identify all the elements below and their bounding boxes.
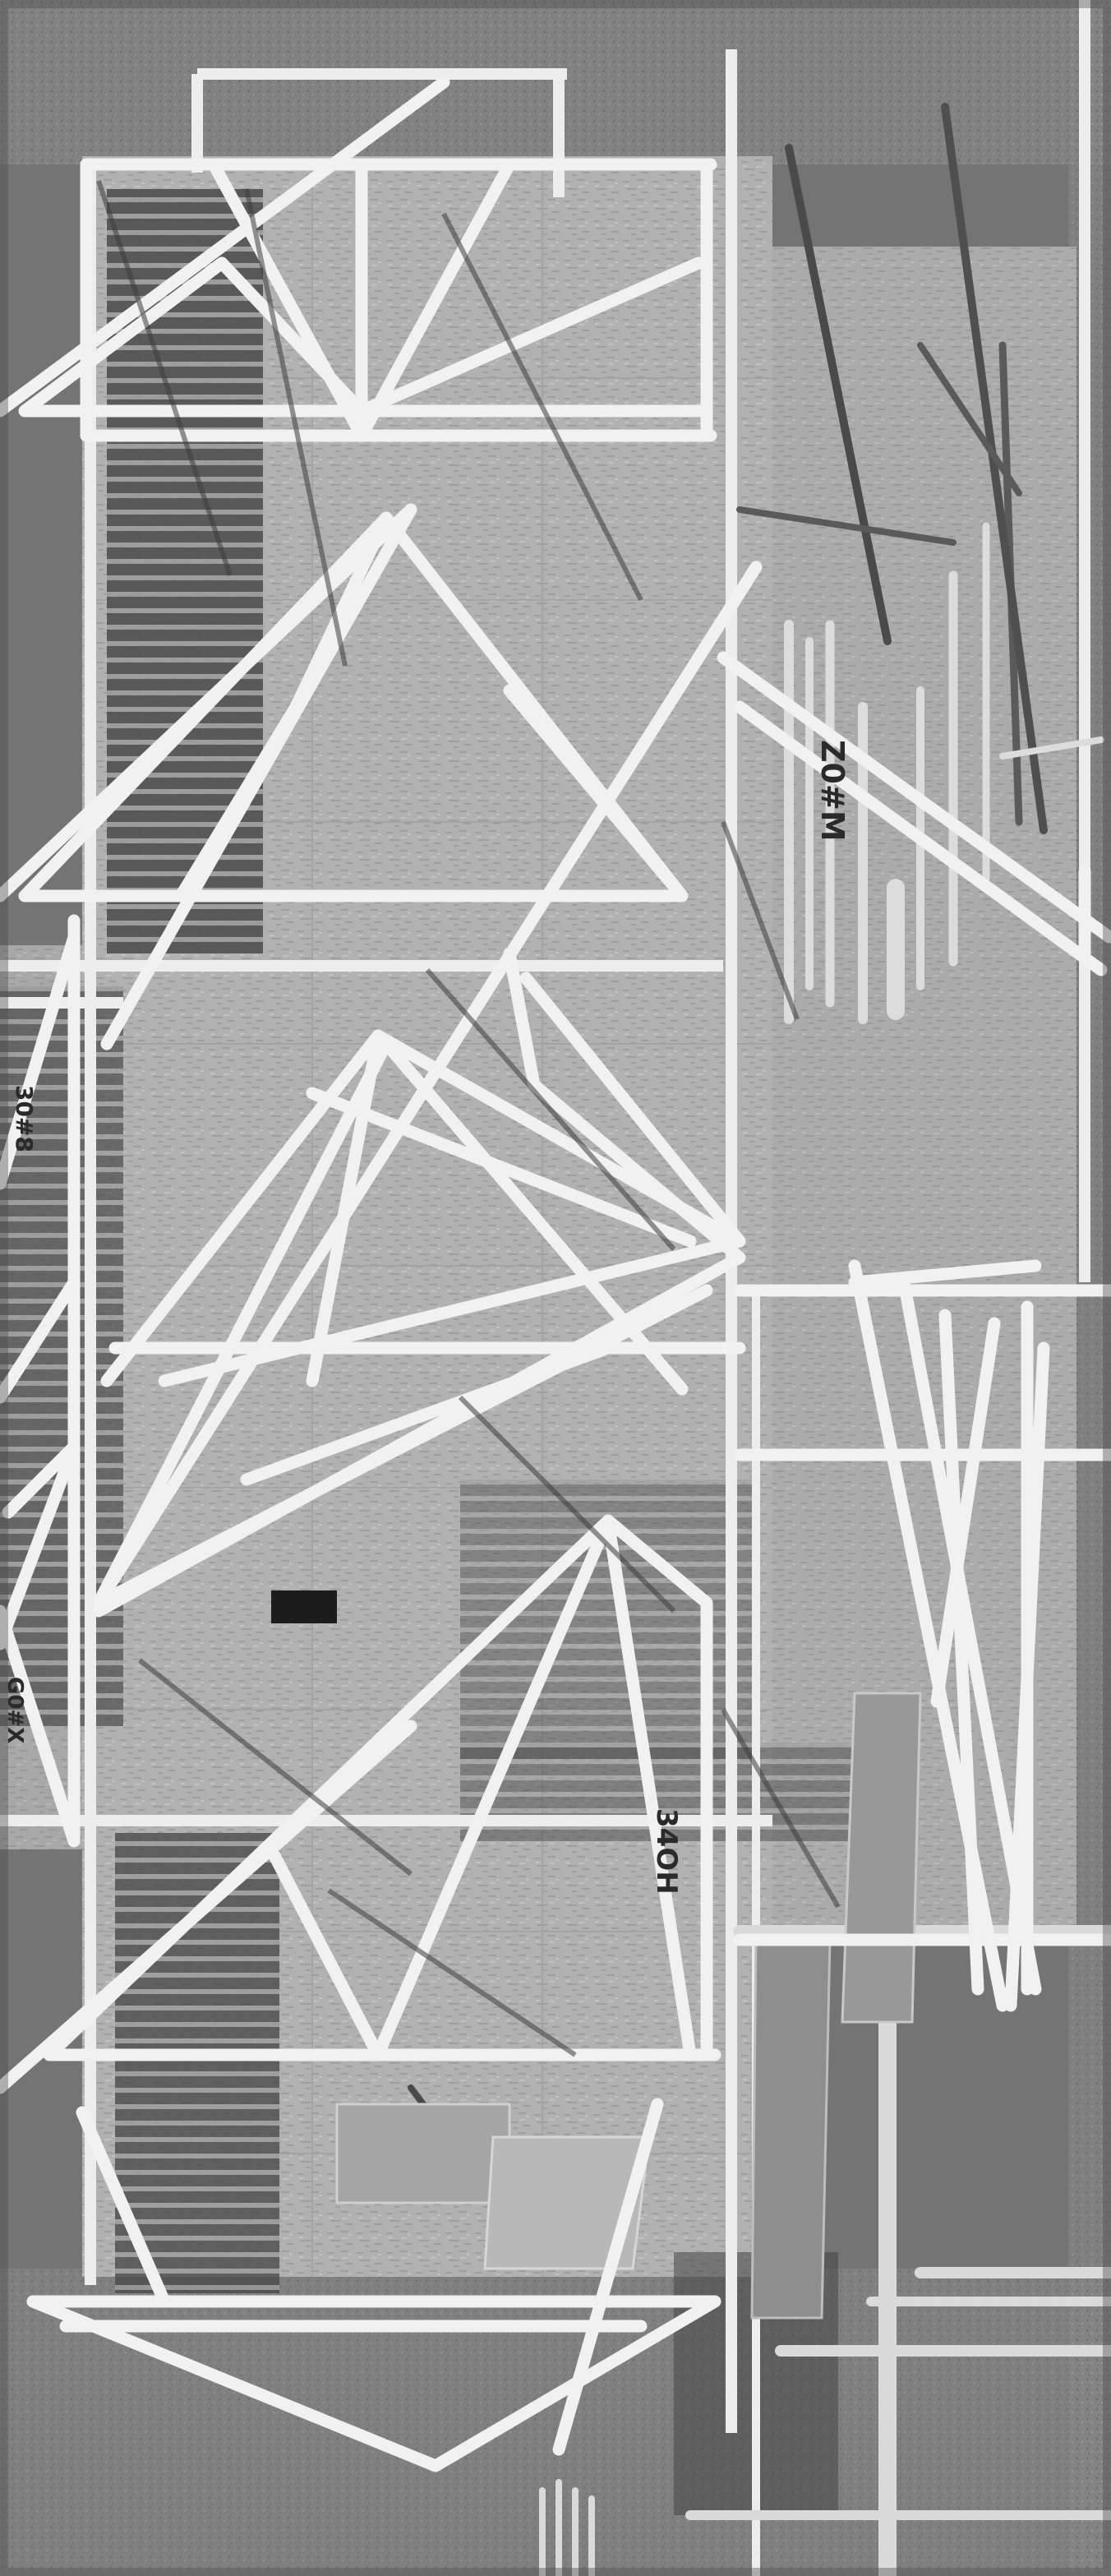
truss-mark-4: G0#X <box>2 1677 27 1744</box>
truss-mark-3: 34OH <box>650 1808 683 1895</box>
truss-mark-1: Z0#M <box>814 740 851 842</box>
truss-mark-2: 30#8 <box>11 1085 38 1152</box>
